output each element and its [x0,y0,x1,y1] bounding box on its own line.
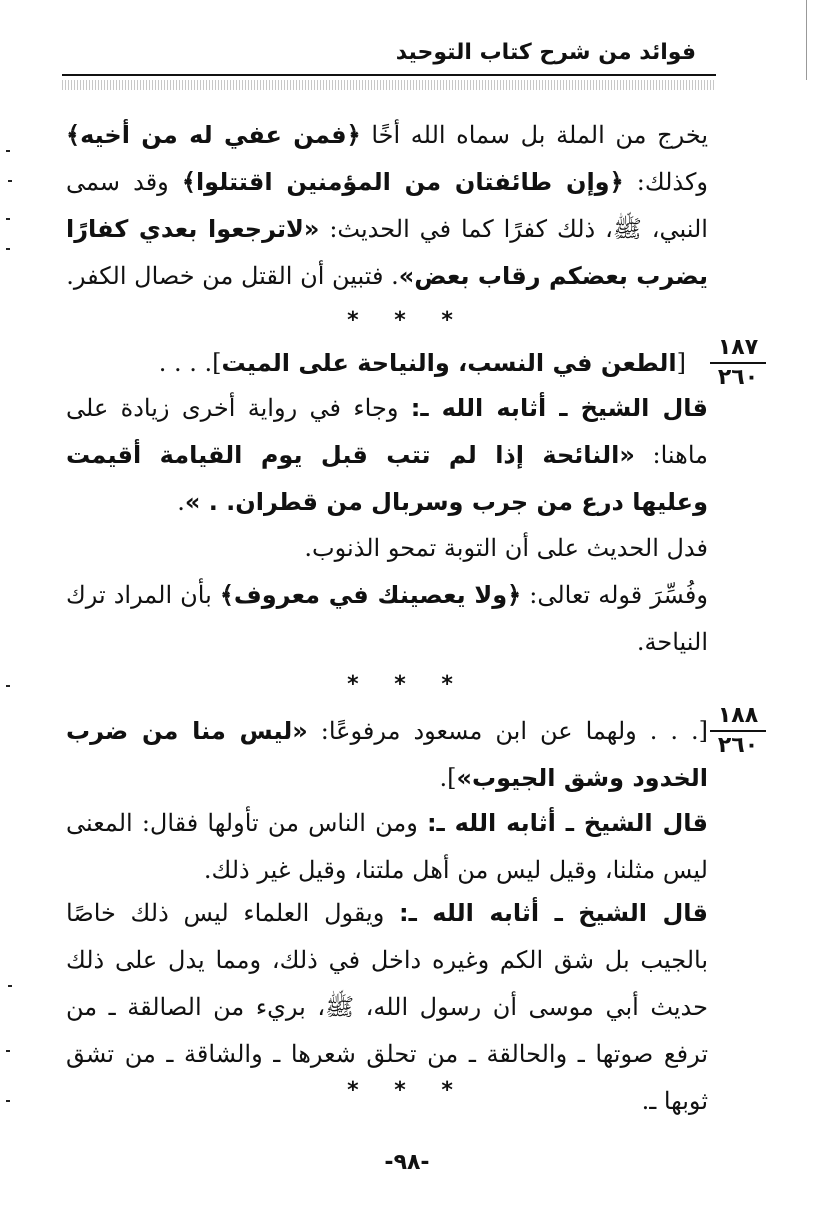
entry-number: ١٨٧ [710,336,766,364]
text-run: . [177,488,185,516]
section-separator: * * * [347,672,467,697]
margin-speck [6,1050,10,1052]
text-run: وجاء في رواية أخرى زيادة على ماهنا: [66,394,708,469]
scan-edge-line [806,0,807,80]
sheikh-label: قال الشيخ ـ أثابه الله ـ: [410,394,708,422]
section-separator: * * * [347,308,467,333]
chapter-heading: الطعن في النسب، والنياحة على الميت [221,349,677,377]
entry-187-heading [66,340,686,387]
entry-number: ١٨٨ [710,704,766,732]
quran-quote: ﴿وإن طائفتان من المؤمنين اقتتلوا﴾ [181,168,624,196]
paragraph-continuation [66,112,708,300]
text-run: بأن المراد ترك النياحة. [66,581,708,656]
text-run: فدل الحديث على أن التوبة تمحو الذنوب. [304,534,708,562]
text-run: ويقول العلماء ليس ذلك خاصًا بالجيب بل شق الكم وغيره داخل في ذلك، ومما يدل على ذلك حديث أبي موسى أن رسول الله، ﷺ، بريء من الصالقة ـ من ترفع صوتها ـ والحالقة ـ من تحلق شعرها ـ والشاقة ـ من تشق ثوبها ـ. [66,899,708,1115]
text-run: وفُسِّرَ قوله تعالى: [521,581,708,609]
text-run: . فتبين أن القتل من خصال الكفر. [66,262,399,290]
text-run: وكذلك: [623,168,709,196]
quran-quote: ﴿ولا يعصينك في معروف﴾ [219,581,522,609]
sheikh-label: قال الشيخ ـ أثابه الله ـ: [399,899,708,927]
margin-speck [8,180,12,182]
page-reference: ٢٦٠ [717,365,759,390]
sheikh-label: قال الشيخ ـ أثابه الله ـ: [426,809,709,837]
bracket: [ [676,349,686,377]
text-run: [. . . ولهما عن ابن مسعود مرفوعًا: [307,717,708,745]
hadith-quote: «ليس منا من ضرب الخدود وشق الجيوب» [66,717,708,792]
margin-speck [8,985,12,987]
margin-speck [6,150,10,152]
entry-188-heading [66,708,708,802]
bracket: ]. . . . [158,349,222,377]
entry-188-commentary-1 [66,800,708,894]
text-run: ومن الناس من تأولها فقال: المعنى ليس مثلنا، وقيل ليس من أهل ملتنا، وقيل غير ذلك. [66,809,708,884]
header-rule [62,74,716,76]
page-reference: ٢٦٠ [717,733,759,758]
entry-187-commentary [66,385,708,526]
margin-speck [6,248,10,250]
entry-187-note-1 [66,525,708,572]
hadith-quote: «النائحة إذا لم تتب قبل يوم القيامة أقيمت وعليها درع من جرب وسربال من قطران. . » [66,441,708,516]
entry-number-188 [710,704,766,758]
running-header-title: فوائد من شرح كتاب التوحيد [395,40,696,65]
margin-speck [6,218,10,220]
bracket: ]. [439,764,457,792]
header-hatch-band [62,80,716,90]
text-run: وقد سمى النبي، ﷺ، ذلك كفرًا كما في الحديث: [66,168,708,243]
entry-number-187 [710,336,766,390]
quran-quote: ﴿فمن عفي له من أخيه﴾ [66,121,361,149]
entry-187-note-2 [66,572,708,666]
section-separator: * * * [347,1078,467,1103]
hadith-quote: «لاترجعوا بعدي كفارًا يضرب بعضكم رقاب بعض» [66,215,708,290]
page-number: -٩٨- [384,1150,430,1175]
text-run: يخرج من الملة بل سماه الله أخًا [360,121,709,149]
